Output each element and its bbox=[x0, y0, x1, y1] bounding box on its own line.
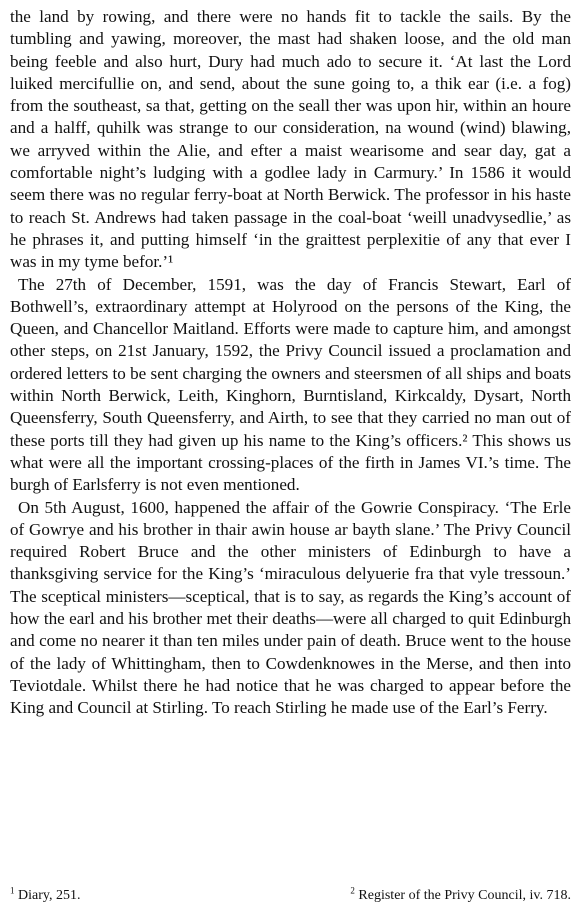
footnote-text: Register of the Privy Council, iv. 718. bbox=[358, 888, 571, 903]
footnote-number: 1 bbox=[10, 885, 15, 896]
body-text bbox=[10, 6, 571, 720]
footnote-2 bbox=[350, 887, 571, 905]
footnote-1 bbox=[10, 887, 80, 905]
footnote-number: 2 bbox=[350, 885, 355, 896]
paragraph-gowrie-conspiracy: On 5th August, 1600, happened the affair of the Gowrie Conspiracy. ‘The Erle of Gowrye and his brother in thair awin house ar bayth slane.’ The Privy Council required Robert Bruce and the other ministers of Edinburgh to have a thanksgiving service for the King’s ‘miraculous delyuerie fra that vyle tressoun.’ The sceptical ministers—sceptical, that is to say, as regards the King’s account of how the earl and his brother met their deaths—were all charged to quit Edinburgh and come no nearer it than ten miles under pain of death. Bruce went to the house of the lady of Whittingham, then to Cowdenknowes in the Merse, and then into Teviotdale. Whilst there he had notice that he was charged to appear before the King and Council at Stirling. To reach Stirling he made use of the Earl’s Ferry. bbox=[10, 497, 571, 718]
paragraph-bothwell-attempt: The 27th of December, 1591, was the day of Francis Stewart, Earl of Bothwell’s, extraordinary attempt at Holyrood on the persons of the King, the Queen, and Chancellor Maitland. Efforts were made to capture him, and amongst other steps, on 21st January, 1592, the Privy Council issued a proclamation and ordered letters to be sent charging the owners and steersmen of all ships and boats within North Berwick, Leith, Kinghorn, Burntisland, Kirkcaldy, Dysart, North Queensferry, South Queensferry, and Airth, to see that they carried no man out of these ports till they had given up his name to the King’s officers.² This shows us what were all the important crossing-places of the firth in James VI.’s time. The burgh of Earlsferry is not even mentioned. bbox=[10, 274, 571, 495]
footnote-text: Diary, 251. bbox=[18, 888, 81, 903]
paragraph-bruce-crossing: the land by rowing, and there were no hands fit to tackle the sails. By the tumbling and yawing, moreover, the mast had shaken loose, and the old man being feeble and also hurt, Dury had much ado to secure it. ‘At last the Lord luiked mercifullie on, and send, about the sune going to, a thik ear (i.e. a fog) from the southeast, sa that, getting on the seall ther was upon hir, within an houre and a halff, quhilk was strange to our consideration, na wound (wind) blawing, we arryved within the Alie, and efter a maist wearisome and sear day, gat a comfortable night’s ludging with a godlee lady in Carmury.’ In 1586 it would seem there was no regular ferry-boat at North Berwick. The professor in his haste to reach St. Andrews had taken passage in the coal-boat ‘weill unadvysedlie,’ as he phrases it, and putting himself ‘in the graittest perplexitie of any that ever I was in my tyme befor.’¹ bbox=[10, 7, 571, 272]
